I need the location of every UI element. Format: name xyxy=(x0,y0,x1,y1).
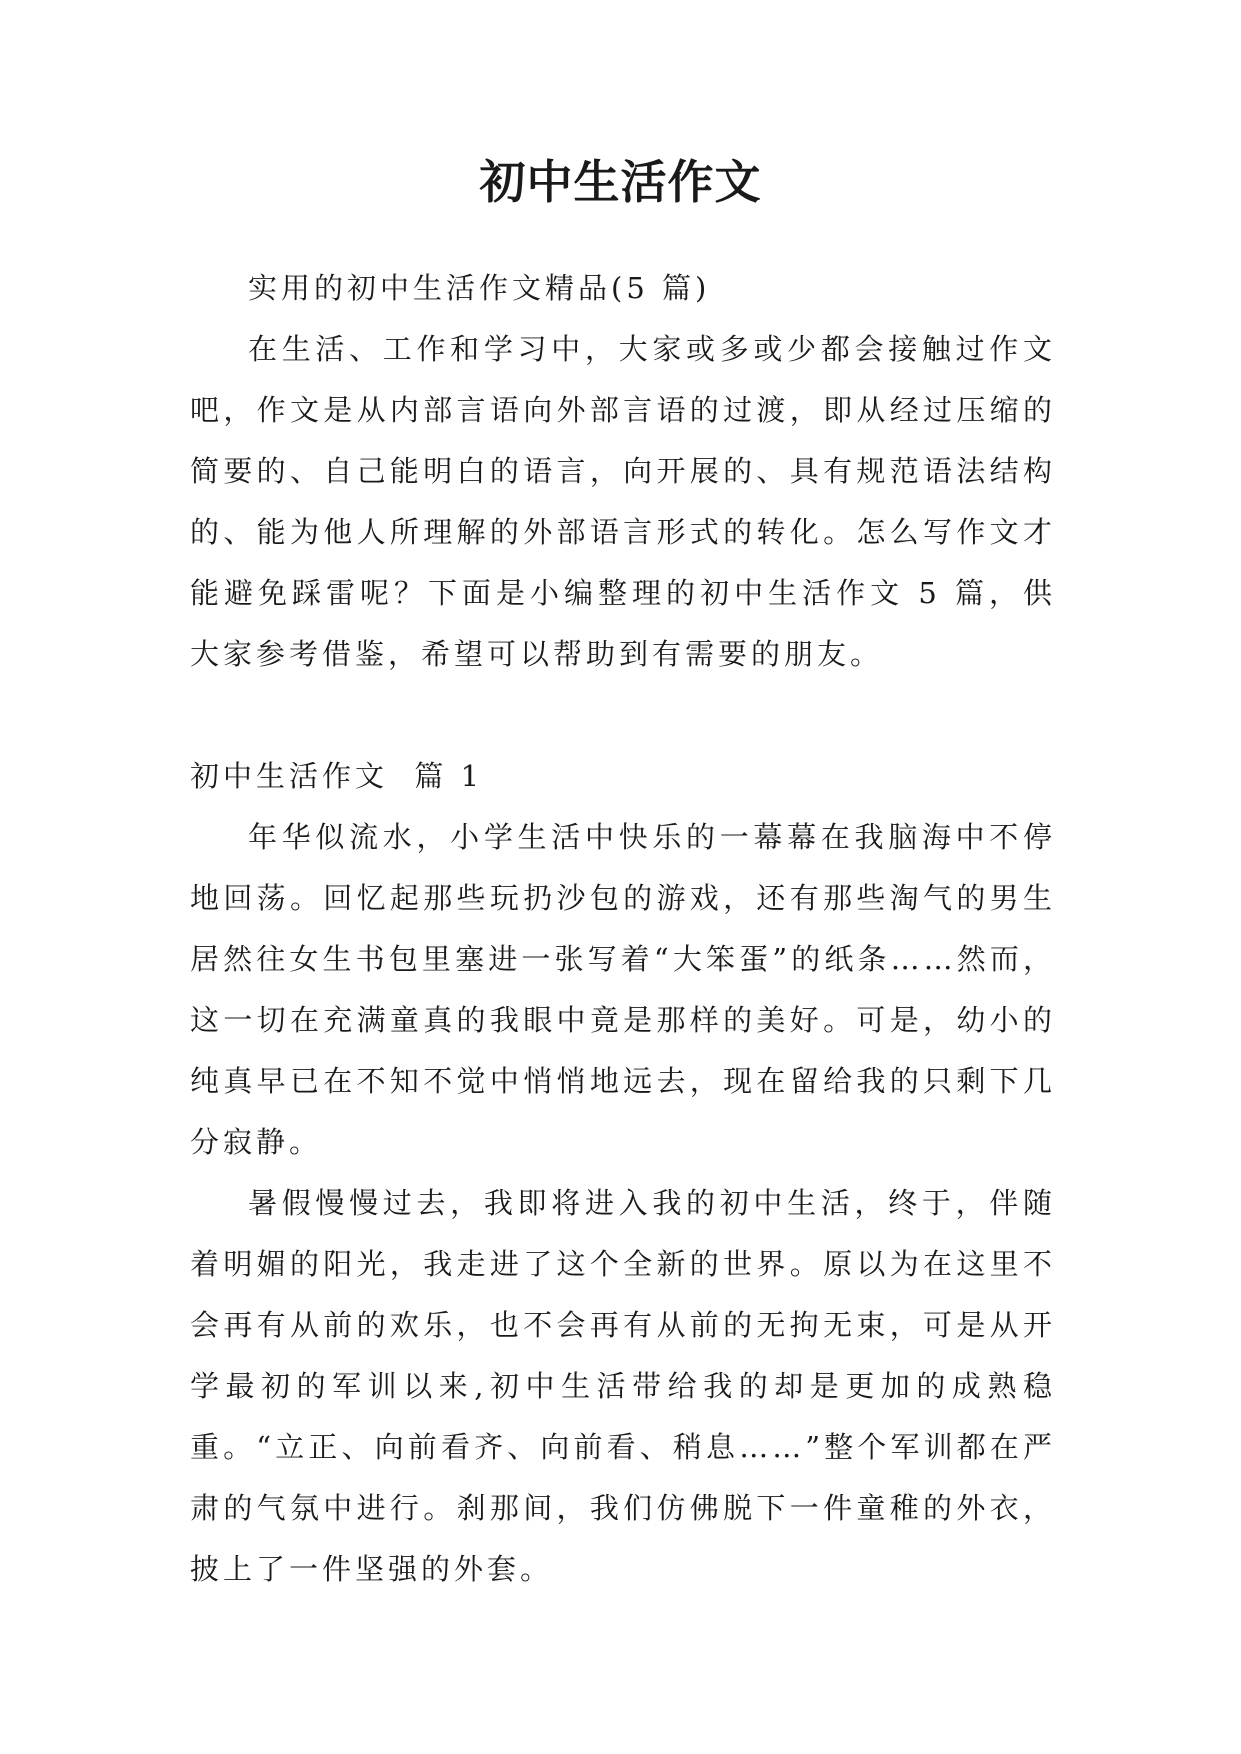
body-paragraph: 年华似流水，小学生活中快乐的一幕幕在我脑海中不停地回荡。回忆起那些玩扔沙包的游戏，还有那些淘气的男生居然往女生书包里塞进一张写着“大笨蛋”的纸条……然而，这一切在充满童真的我眼中竟是那样的美好。可是，幼小的纯真早已在不知不觉中悄悄地远去，现在留给我的只剩下几分寂静。 xyxy=(190,820,1056,1159)
document-body xyxy=(190,258,1056,1600)
body-paragraph: 暑假慢慢过去，我即将进入我的初中生活，终于，伴随着明媚的阳光，我走进了这个全新的世界。原以为在这里不会再有从前的欢乐，也不会再有从前的无拘无束，可是从开学最初的军训以来,初中生活带给我的却是更加的成熟稳重。“立正、向前看齐、向前看、稍息……”整个军训都在严肃的气氛中进行。刹那间，我们仿佛脱下一件童稚的外衣，披上了一件坚强的外套。 xyxy=(190,1186,1056,1586)
section-heading: 初中生活作文 篇 1 xyxy=(190,759,484,793)
document-subtitle: 实用的初中生活作文精品(5 篇) xyxy=(248,271,711,305)
intro-paragraph: 在生活、工作和学习中，大家或多或少都会接触过作文吧，作文是从内部言语向外部言语的过渡，即从经过压缩的简要的、自己能明白的语言，向开展的、具有规范语法结构的、能为他人所理解的外部语言形式的转化。怎么写作文才能避免踩雷呢？下面是小编整理的初中生活作文 5 篇，供大家参考借鉴，希望可以帮助到有需要的朋友。 xyxy=(190,332,1056,671)
document-title: 初中生活作文 xyxy=(479,155,762,209)
